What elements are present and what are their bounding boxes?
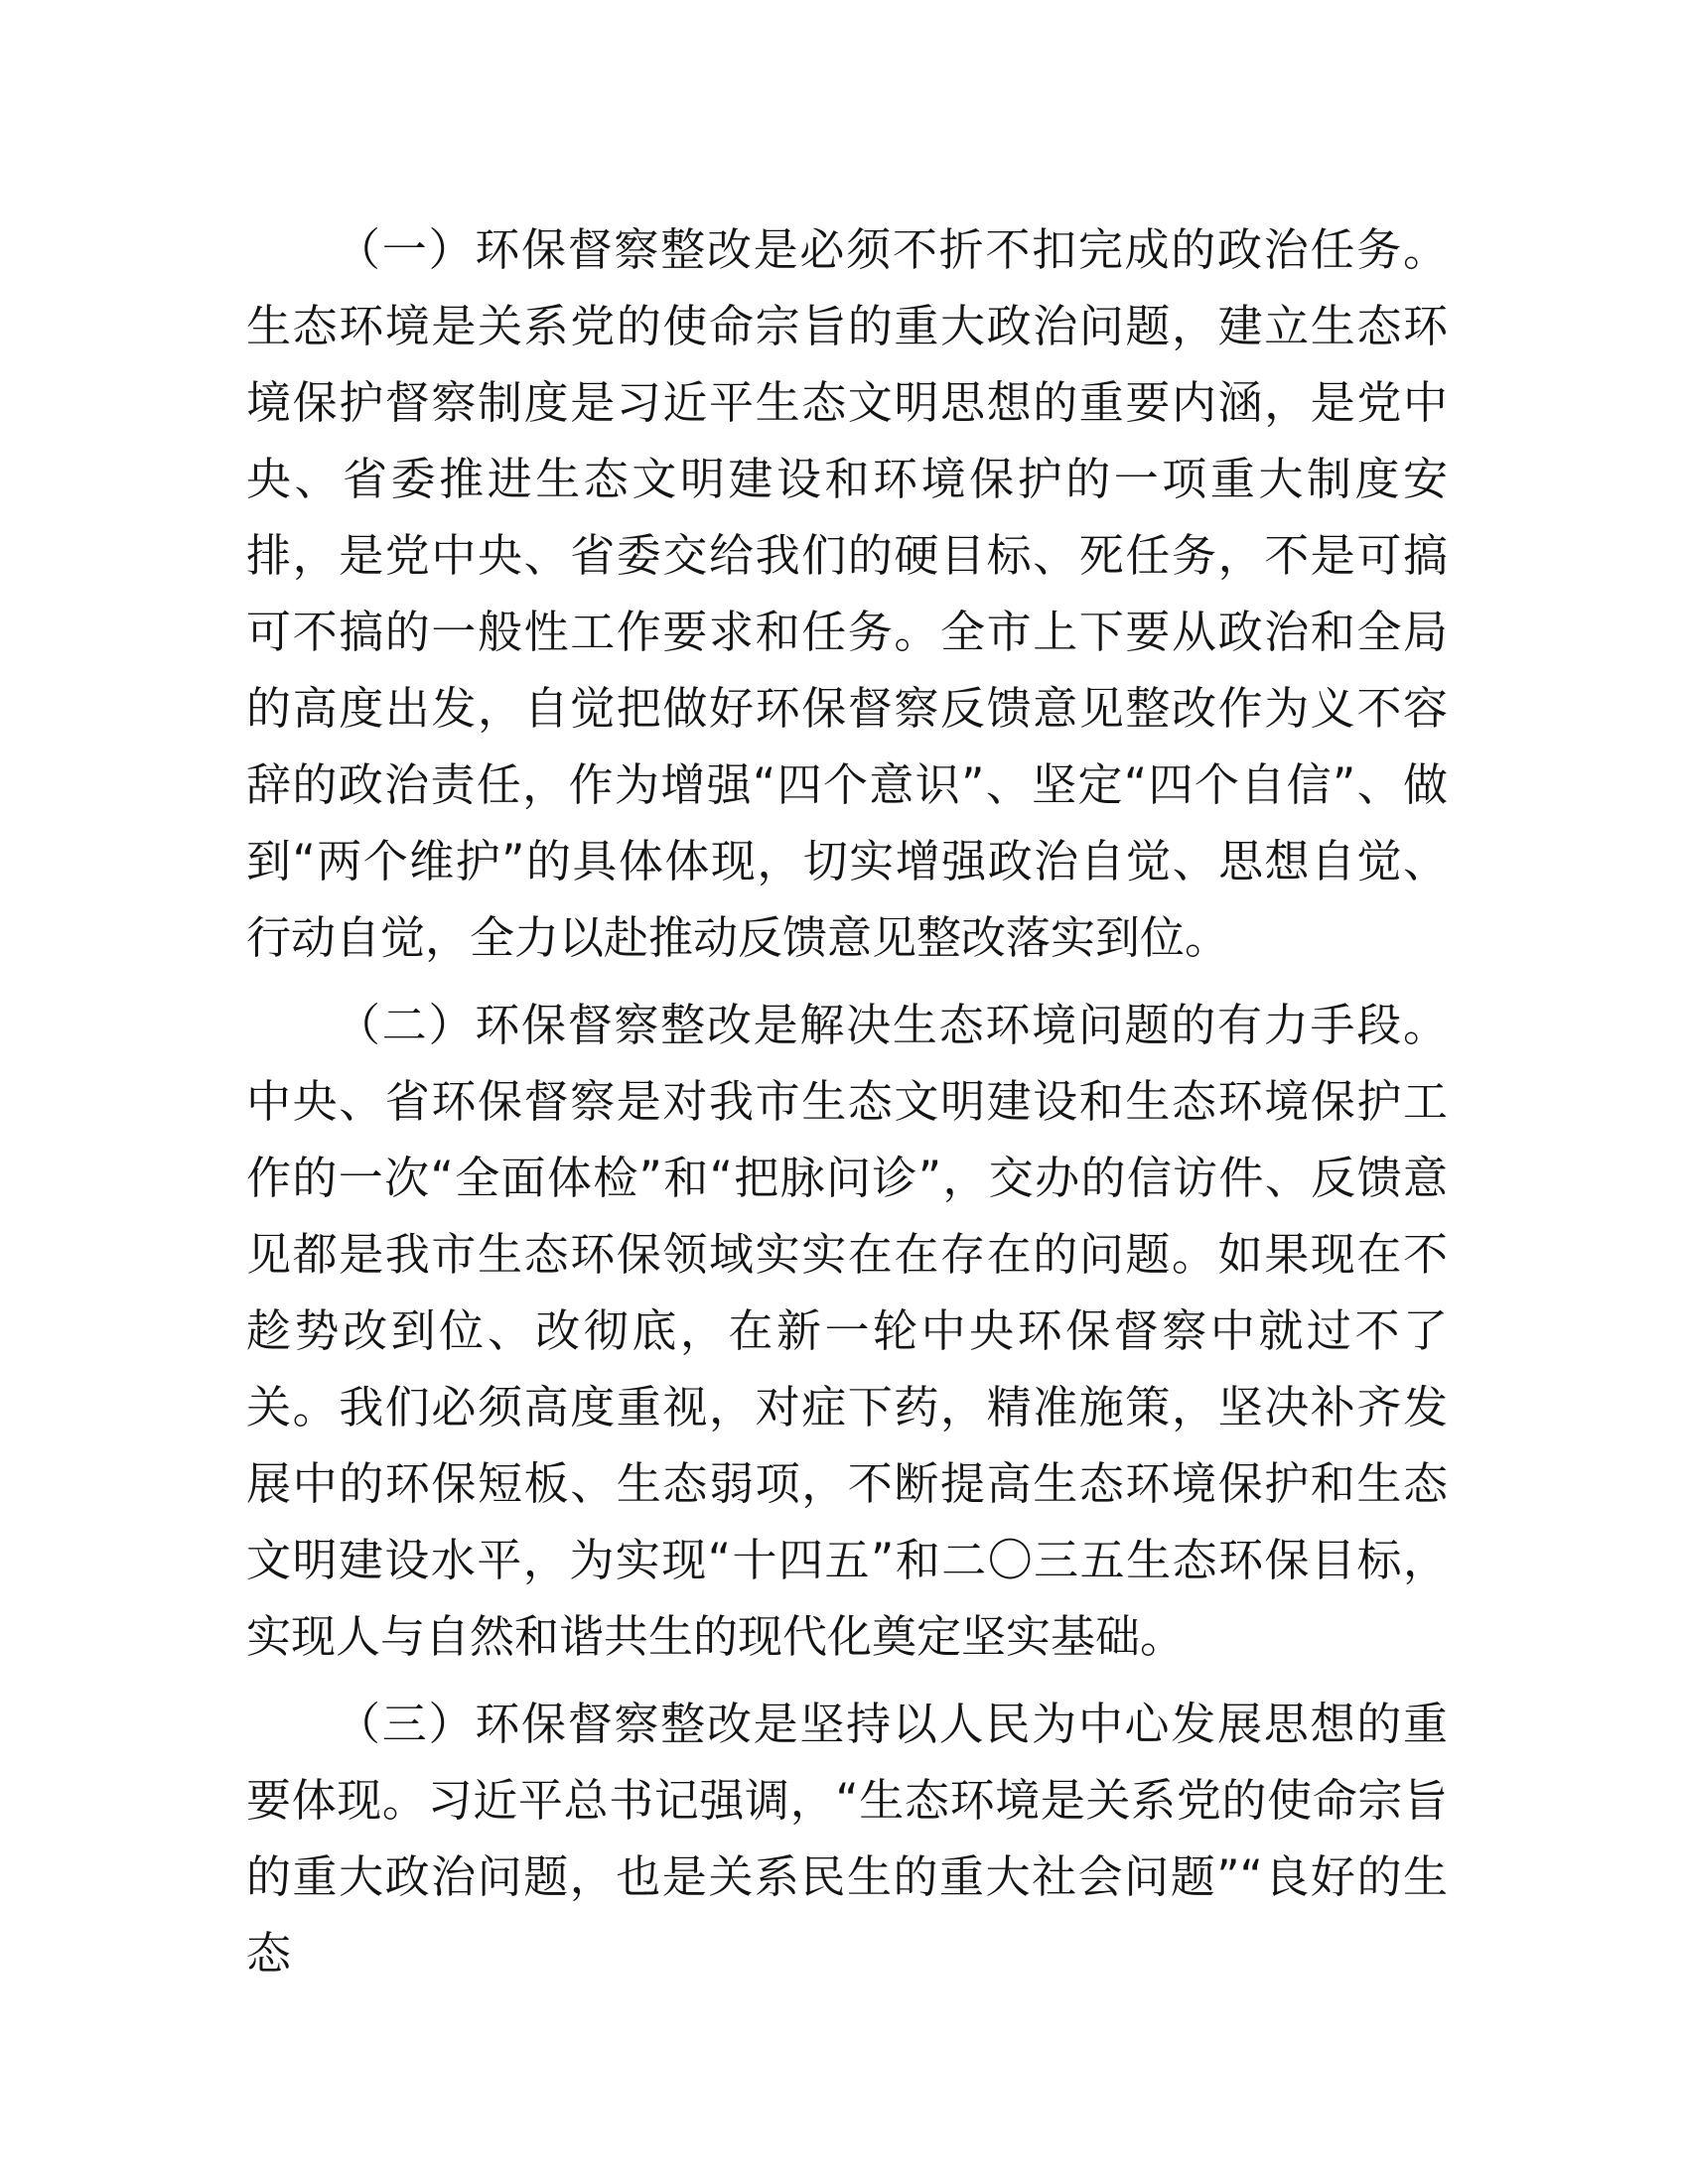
paragraph-2: （二）环保督察整改是解决生态环境问题的有力手段。中央、省环保督察是对我市生态文明建设和生态环境保护工作的一次“全面体检”和“把脉问诊”，交办的信访件、反馈意见都是我市生态环保领域实实在在存在的问题。如果现在不趁势改到位、改彻底，在新一轮中央环保督察中就过不了关。我们必须高度重视，对症下药，精准施策，坚决补齐发展中的环保短板、生态弱项，不断提高生态环境保护和生态文明建设水平，为实现“十四五”和二〇三五生态环保目标，实现人与自然和谐共生的现代化奠定坚实基础。 <box>246 999 1448 1663</box>
paragraph-3: （三）环保督察整改是坚持以人民为中心发展思想的重要体现。习近平总书记强调，“生态环境是关系党的使命宗旨的重大政治问题，也是关系民生的重大社会问题”“良好的生态 <box>246 1698 1448 1979</box>
document-body <box>246 211 1448 2002</box>
paragraph-1: （一）环保督察整改是必须不折不扣完成的政治任务。生态环境是关系党的使命宗旨的重大政治问题，建立生态环境保护督察制度是习近平生态文明思想的重要内涵，是党中央、省委推进生态文明建设和环境保护的一项重大制度安排，是党中央、省委交给我们的硬目标、死任务，不是可搞可不搞的一般性工作要求和任务。全市上下要从政治和全局的高度出发，自觉把做好环保督察反馈意见整改作为义不容辞的政治责任，作为增强“四个意识”、坚定“四个自信”、做到“两个维护”的具体体现，切实增强政治自觉、思想自觉、行动自觉，全力以赴推动反馈意见整改落实到位。 <box>246 223 1448 964</box>
